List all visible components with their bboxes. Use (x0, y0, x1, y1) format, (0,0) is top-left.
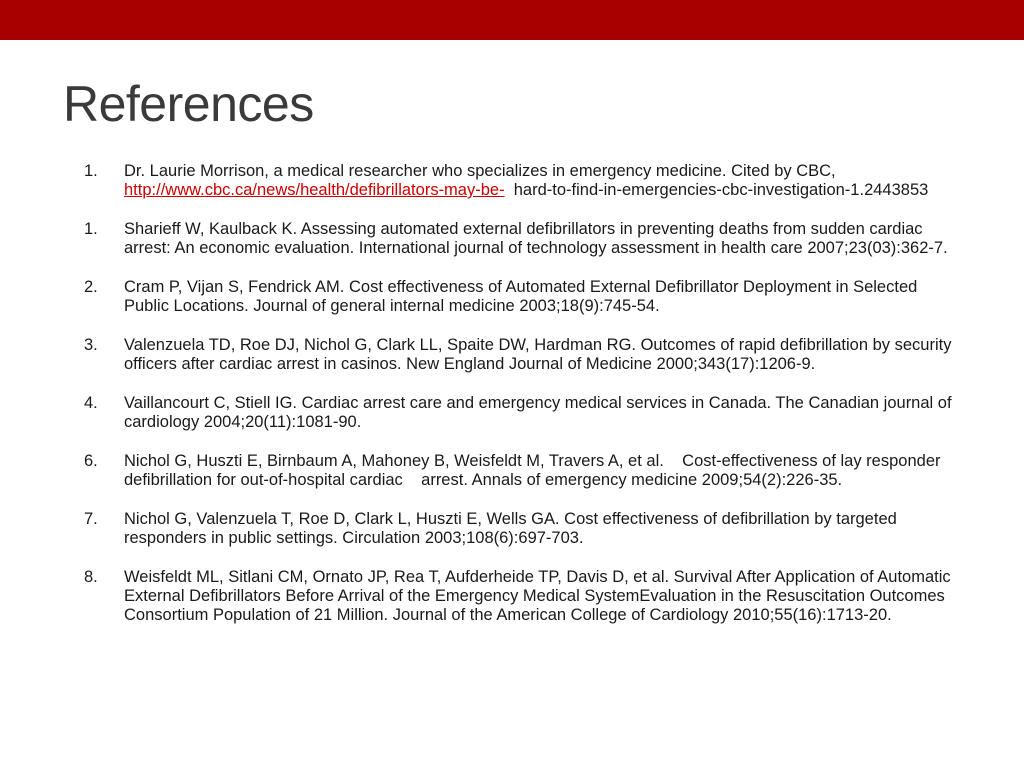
reference-item (84, 452, 964, 490)
reference-text: Valenzuela TD, Roe DJ, Nichol G, Clark LL, Spaite DW, Hardman RG. Outcomes of rapid defibrillation by security officers after cardiac arrest in casinos. New England Journal of Medicine 2000;343(17):1206-9. (124, 336, 952, 373)
reference-number: 1. (84, 220, 98, 238)
reference-text: Vaillancourt C, Stiell IG. Cardiac arrest care and emergency medical services in Canada. The Canadian journal of cardiology 2004;20(11):1081-90. (124, 394, 952, 431)
reference-number: 3. (84, 336, 98, 354)
top-accent-bar (0, 0, 1024, 40)
reference-text: Cram P, Vijan S, Fendrick AM. Cost effectiveness of Automated External Defibrillator Deployment in Selected Public Locations. Journal of general internal medicine 2003;18(9):745-54. (124, 278, 918, 315)
reference-text: Nichol G, Valenzuela T, Roe D, Clark L, Huszti E, Wells GA. Cost effectiveness of defibrillation by targeted responders in public settings. Circulation 2003;108(6):697-703. (124, 510, 897, 547)
reference-item (84, 510, 964, 548)
reference-text: Nichol G, Huszti E, Birnbaum A, Mahoney B, Weisfeldt M, Travers A, et al. Cost-effectiveness of lay responder defibrillation for out-of-hospital cardiac arrest. Annals of emergency medicine 2009;54(2):226-35. (124, 452, 946, 489)
slide-title: References (63, 76, 314, 132)
reference-number: 4. (84, 394, 98, 412)
reference-number: 8. (84, 568, 98, 586)
reference-item (84, 278, 964, 316)
reference-number: 2. (84, 278, 98, 296)
reference-text: Sharieff W, Kaulback K. Assessing automated external defibrillators in preventing deaths from sudden cardiac arrest: An economic evaluation. International journal of technology assessment in health care 2007;23(03):362-7. (124, 220, 948, 257)
reference-item (84, 394, 964, 432)
reference-number: 7. (84, 510, 98, 528)
reference-item (84, 568, 964, 625)
reference-item (84, 162, 964, 200)
reference-text: Weisfeldt ML, Sitlani CM, Ornato JP, Rea T, Aufderheide TP, Davis D, et al. Survival After Application of Automatic External Defibrillators Before Arrival of the Emergency Medical SystemEvaluation in the Resuscitation Outcomes Consortium Population of 21 Million. Journal of the American College of Cardiology 2010;55(16):1713-20. (124, 568, 951, 624)
reference-list (84, 162, 964, 625)
reference-link[interactable]: http://www.cbc.ca/news/health/defibrillators-may-be- (124, 181, 505, 199)
reference-item (84, 336, 964, 374)
reference-text: Dr. Laurie Morrison, a medical researcher who specializes in emergency medicine. Cited by CBC, (124, 162, 841, 180)
reference-number: 1. (84, 162, 98, 180)
reference-item (84, 220, 964, 258)
reference-number: 6. (84, 452, 98, 470)
reference-text-continued: hard-to-find-in-emergencies-cbc-investigation-1.2443853 (504, 181, 929, 199)
